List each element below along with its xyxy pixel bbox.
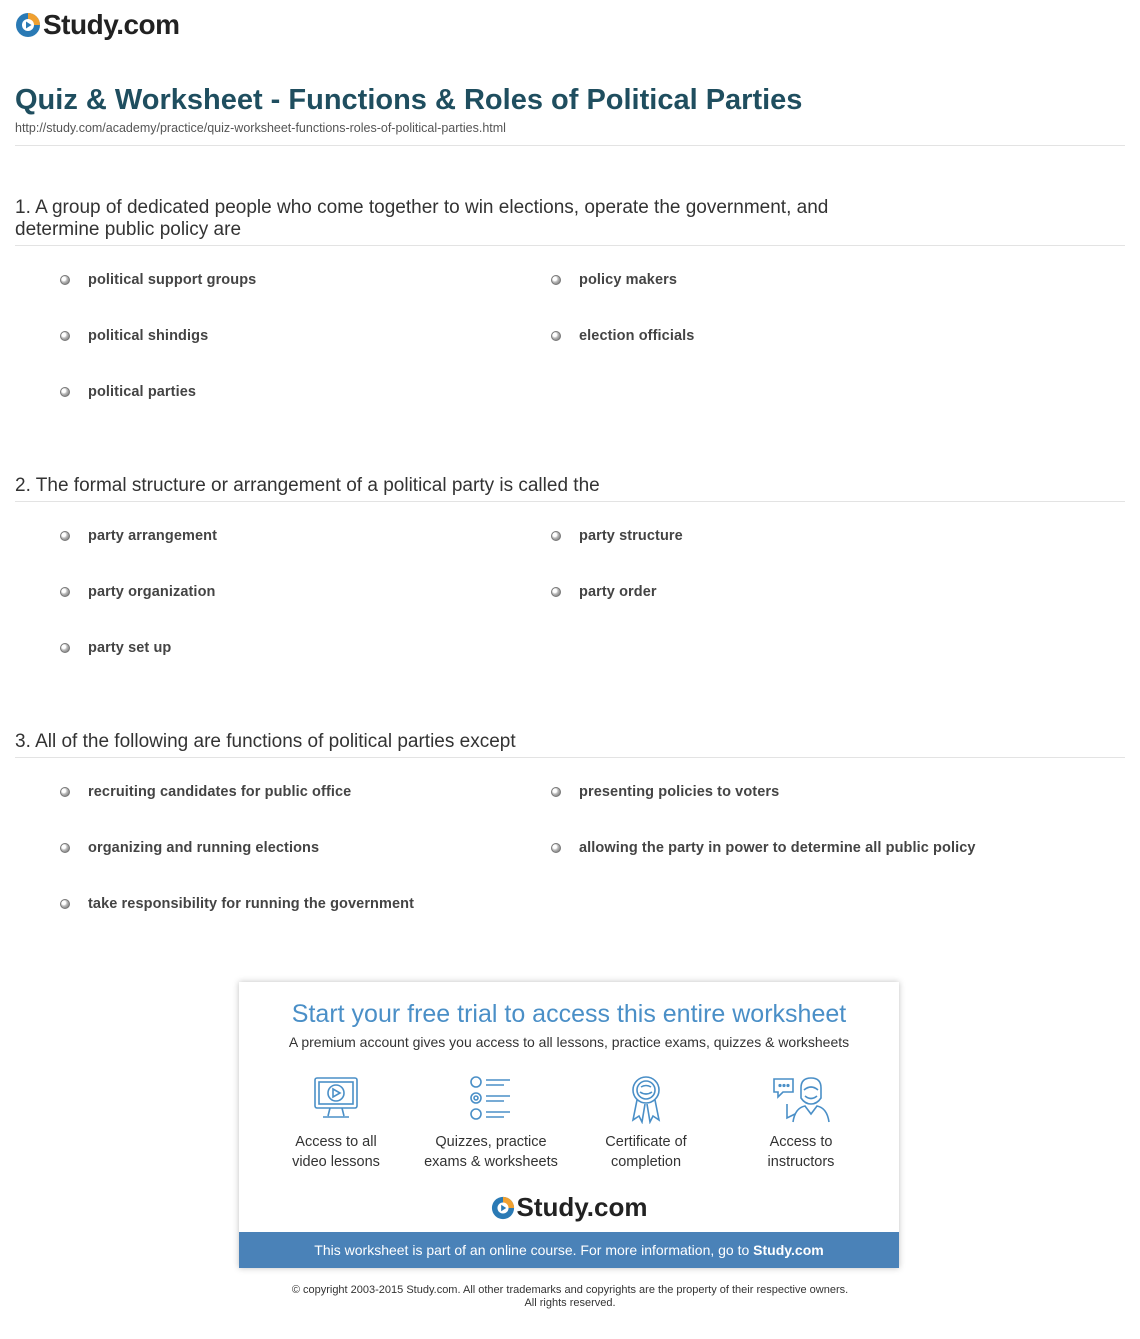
feature-label-line1: Access to all: [295, 1134, 377, 1150]
question-1-divider: [15, 245, 1125, 246]
radio-button[interactable]: [551, 275, 561, 285]
radio-button[interactable]: [551, 787, 561, 797]
question-2-option-2[interactable]: [551, 528, 683, 544]
question-1-option-3[interactable]: [60, 328, 208, 344]
study-logo-icon: [15, 12, 41, 38]
radio-button[interactable]: [60, 587, 70, 597]
radio-button[interactable]: [60, 787, 70, 797]
feature-label-line2: completion: [610, 1154, 682, 1170]
rights-line: All rights reserved.: [524, 1297, 616, 1309]
option-label: presenting policies to voters: [579, 784, 780, 800]
study-logo-icon: [491, 1196, 515, 1220]
question-3-text: 3. All of the following are functions of political parties except: [15, 731, 516, 752]
promo-title[interactable]: Start your free trial to access this entire worksheet: [291, 1000, 847, 1028]
promo-subtitle: A premium account gives you access to all lessons, practice exams, quizzes & worksheets: [288, 1034, 850, 1050]
copyright-line: © copyright 2003-2015 Study.com. All other trademarks and copyrights are the property of their respective owners.: [291, 1284, 849, 1296]
question-2-option-5[interactable]: [60, 640, 171, 656]
radio-button[interactable]: [60, 643, 70, 653]
option-label: policy makers: [579, 272, 678, 288]
feature-label-line2: video lessons: [292, 1154, 380, 1170]
question-3-option-5[interactable]: [60, 896, 414, 912]
question-1-option-1[interactable]: [60, 272, 256, 288]
video-lesson-icon: [311, 1074, 361, 1124]
option-label: party arrangement: [88, 528, 218, 544]
question-3-option-2[interactable]: [551, 784, 779, 800]
promo-bar-text: This worksheet is part of an online course. For more information, go to: [314, 1242, 754, 1258]
option-label: political shindigs: [88, 328, 209, 344]
radio-button[interactable]: [60, 387, 70, 397]
question-1-text: 1. A group of dedicated people who come together to win elections, operate the government, and determine public policy are: [15, 197, 829, 240]
header-divider: [15, 145, 1125, 146]
study-logo[interactable]: [15, 10, 180, 40]
radio-button[interactable]: [551, 843, 561, 853]
option-label: take responsibility for running the government: [88, 896, 415, 912]
question-3-option-1[interactable]: [60, 784, 351, 800]
study-logo-text: Study.com: [516, 1192, 648, 1222]
instructor-icon: [771, 1074, 831, 1124]
feature-label-line1: Certificate of: [605, 1134, 687, 1150]
feature-instructors: [726, 1074, 876, 1172]
option-label: party order: [579, 584, 657, 600]
promo-study-logo[interactable]: [239, 1192, 899, 1223]
feature-quizzes: [416, 1074, 566, 1172]
option-label: party set up: [88, 640, 172, 656]
promo-bar-link[interactable]: Study.com: [753, 1242, 824, 1258]
question-2-text: 2. The formal structure or arrangement of a political party is called the: [15, 475, 600, 496]
certificate-ribbon-icon: [621, 1074, 671, 1124]
option-label: organizing and running elections: [88, 840, 320, 856]
feature-label-line1: Quizzes, practice: [435, 1134, 547, 1150]
feature-label-line1: Access to: [769, 1134, 833, 1150]
page-url: http://study.com/academy/practice/quiz-worksheet-functions-roles-of-political-parties.html: [15, 121, 506, 135]
radio-button[interactable]: [551, 331, 561, 341]
question-1-option-4[interactable]: [551, 328, 694, 344]
option-label: party organization: [88, 584, 216, 600]
feature-certificate: [571, 1074, 721, 1172]
question-2-option-4[interactable]: [551, 584, 657, 600]
question-2-option-1[interactable]: [60, 528, 217, 544]
radio-button[interactable]: [60, 899, 70, 909]
study-logo-text: Study.com: [43, 9, 180, 40]
option-label: party structure: [579, 528, 683, 544]
promo-info-bar: [239, 1232, 899, 1268]
radio-button[interactable]: [60, 843, 70, 853]
page-title: Quiz & Worksheet - Functions & Roles of Political Parties: [15, 84, 803, 116]
question-3-option-3[interactable]: [60, 840, 319, 856]
copyright-footer: [0, 1284, 1140, 1310]
radio-button[interactable]: [551, 587, 561, 597]
option-label: election officials: [579, 328, 695, 344]
radio-button[interactable]: [60, 275, 70, 285]
question-3-divider: [15, 757, 1125, 758]
question-1-option-2[interactable]: [551, 272, 677, 288]
option-label: political support groups: [88, 272, 257, 288]
free-trial-promo: [239, 982, 899, 1268]
feature-label-line2: instructors: [767, 1154, 835, 1170]
radio-button[interactable]: [551, 531, 561, 541]
radio-button[interactable]: [60, 331, 70, 341]
question-1-option-5[interactable]: [60, 384, 196, 400]
option-label: recruiting candidates for public office: [88, 784, 352, 800]
question-2-option-3[interactable]: [60, 584, 215, 600]
radio-button[interactable]: [60, 531, 70, 541]
quiz-list-icon: [466, 1074, 516, 1124]
question-3-option-4[interactable]: [551, 840, 976, 856]
option-label: political parties: [88, 384, 197, 400]
feature-video-lessons: [261, 1074, 411, 1172]
question-2-divider: [15, 501, 1125, 502]
feature-label-line2: exams & worksheets: [424, 1154, 558, 1170]
option-label: allowing the party in power to determine all public policy: [579, 840, 976, 856]
